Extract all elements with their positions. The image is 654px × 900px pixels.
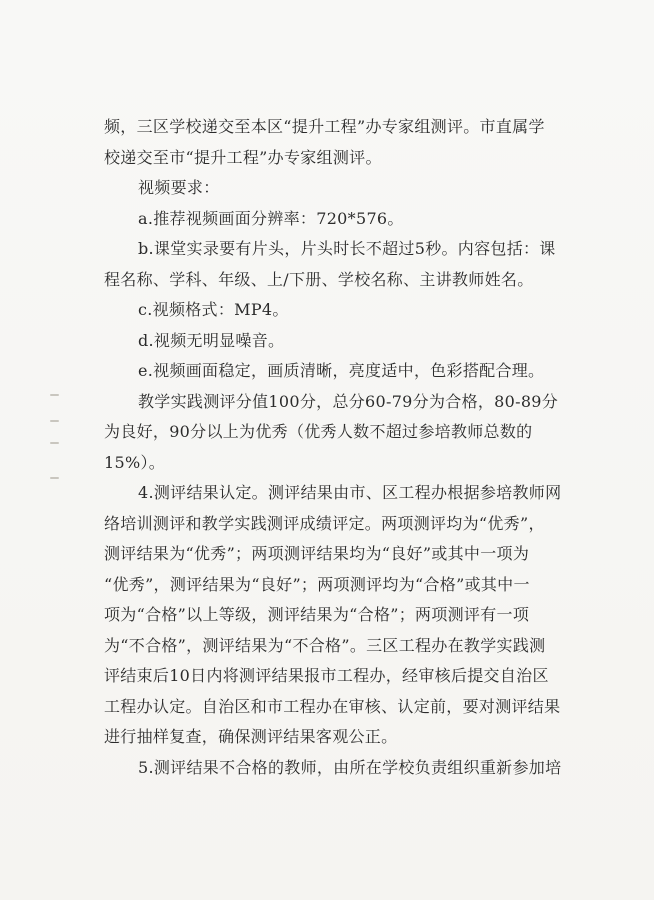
text-line: 4.测评结果认定。测评结果由市、区工程办根据参培教师网 (138, 483, 562, 502)
text-line: 15%）。 (104, 452, 166, 472)
text-line: 程名称、学科、年级、上/下册、学校名称、主讲教师姓名。 (104, 269, 534, 289)
text-line: 测评结果为“优秀”；两项测评结果均为“良好”或其中一项为 (104, 544, 530, 563)
text-line: 视频要求： (138, 178, 220, 197)
text-line: 校递交至市“提升工程”办专家组测评。 (104, 147, 382, 167)
text-line: 教学实践测评分值100分，总分60-79分为合格，80-89分 (138, 391, 559, 411)
text-line: 评结束后10日内将测评结果报市工程办，经审核后提交自治区 (104, 666, 549, 685)
binding-hole-marks (48, 388, 62, 508)
text-line: 频，三区学校递交至本区“提升工程”办专家组测评。市直属学 (104, 117, 545, 136)
text-line: 络培训测评和教学实践测评成绩评定。两项测评均为“优秀”， (104, 513, 545, 533)
text-line: 为“不合格”，测评结果为“不合格”。三区工程办在教学实践测 (104, 635, 546, 655)
text-line: e.视频画面稳定，画质清晰，亮度适中，色彩搭配合理。 (138, 361, 545, 380)
text-line: a.推荐视频画面分辨率：720*576。 (138, 208, 404, 228)
text-line: 为良好，90分以上为优秀（优秀人数不超过参培教师总数的 (104, 422, 533, 441)
text-line: d.视频无明显噪音。 (138, 330, 285, 350)
text-line: b.课堂实录要有片头，片头时长不超过5秒。内容包括：课 (138, 239, 556, 258)
text-line: 5.测评结果不合格的教师，由所在学校负责组织重新参加培 (138, 757, 562, 777)
text-line: “优秀”，测评结果为“良好”；两项测评均为“合格”或其中一 (104, 574, 530, 594)
text-line: c.视频格式：MP4。 (138, 300, 289, 319)
document-body (104, 112, 584, 783)
text-line: 进行抽样复查，确保测评结果客观公正。 (104, 727, 398, 746)
text-line: 工程办认定。自治区和市工程办在审核、认定前，要对测评结果 (104, 696, 561, 716)
text-line: 项为“合格”以上等级，测评结果为“合格”；两项测评有一项 (104, 605, 530, 624)
